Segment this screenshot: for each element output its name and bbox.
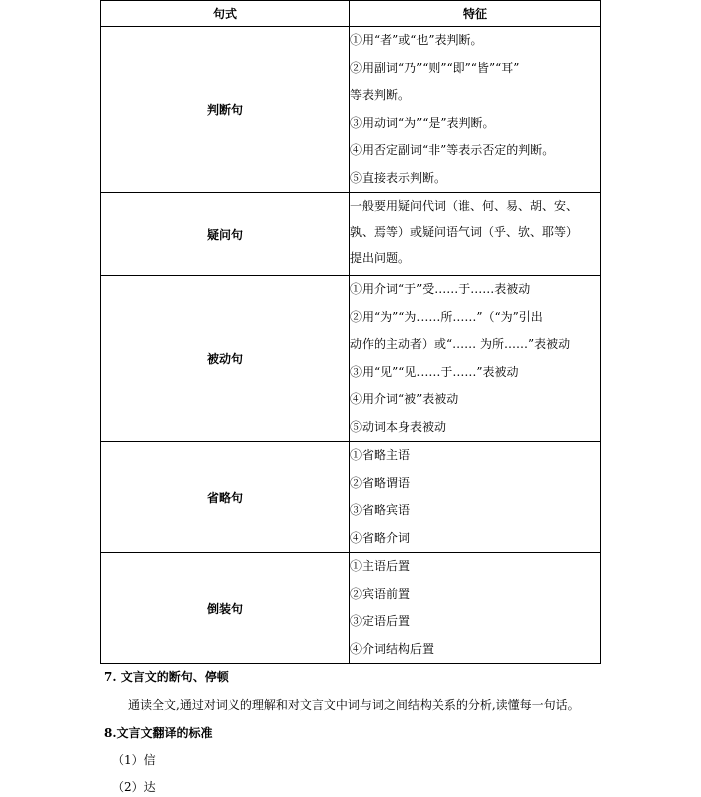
translation-standard-item: （2）达: [112, 780, 156, 794]
feature-line: ②用“为”“为……所……”（“为”引出: [350, 309, 543, 324]
feature-line: 一般要用疑问代词（谁、何、易、胡、安、: [350, 199, 579, 213]
table-row: [101, 553, 601, 664]
table-row: [101, 193, 601, 276]
row-type-passive: 被动句: [101, 276, 350, 442]
row-type-ellipsis: 省略句: [101, 442, 350, 553]
feature-line: ①省略主语: [350, 448, 411, 462]
feature-line: ③定语后置: [350, 614, 411, 628]
row-features-inversion: [350, 553, 601, 664]
feature-line: ④介词结构后置: [350, 641, 435, 656]
feature-line: ③用动词“为”“是”表判断。: [350, 115, 495, 130]
feature-line: ④省略介词: [350, 530, 411, 545]
section-8-heading: 8.文言文翻译的标准: [104, 726, 213, 740]
feature-line: ③省略宾语: [350, 503, 411, 517]
row-type-judgment: 判断句: [101, 27, 350, 193]
feature-line: 动作的主动者）或“…… 为所……”表被动: [350, 337, 571, 351]
feature-line: ③用“见”“见……于……”表被动: [350, 364, 519, 379]
feature-line: ①主语后置: [350, 559, 411, 573]
feature-line: 等表判断。: [350, 88, 411, 102]
translation-standard-item: （1）信: [112, 753, 156, 767]
row-features-ellipsis: [350, 442, 601, 553]
feature-line: ①用介词“于”受……于……表被动: [350, 282, 531, 296]
feature-line: 孰、焉等）或疑问语气词（乎、欤、耶等）: [350, 225, 579, 239]
feature-line: ④用介词“被”表被动: [350, 392, 459, 406]
feature-line: ①用“者”或“也”表判断。: [350, 33, 483, 47]
row-features-judgment: [350, 27, 601, 193]
header-features: 特征: [350, 1, 601, 27]
row-type-inversion: 倒装句: [101, 553, 350, 664]
header-sentence-type: 句式: [101, 1, 350, 27]
feature-line: ②宾语前置: [350, 586, 411, 601]
table-row: [101, 276, 601, 442]
feature-line: ⑤动词本身表被动: [350, 419, 447, 434]
feature-line: ⑤直接表示判断。: [350, 170, 447, 185]
row-features-passive: [350, 276, 601, 442]
section-7-heading: 7. 文言文的断句、停顿: [104, 670, 229, 684]
table-row: [101, 442, 601, 553]
row-features-question: [350, 193, 601, 276]
feature-line: ④用否定副词“非”等表示否定的判断。: [350, 143, 555, 157]
feature-line: 提出问题。: [350, 251, 411, 265]
row-type-question: 疑问句: [101, 193, 350, 276]
table-row: [101, 27, 601, 193]
table-header-row: [101, 1, 601, 27]
section-7-body: 通读全文,通过对词义的理解和对文言文中词与词之间结构关系的分析,读懂每一句话。: [128, 698, 580, 712]
sentence-pattern-table: [100, 0, 601, 664]
feature-line: ②省略谓语: [350, 475, 411, 490]
feature-line: ②用副词“乃”“则”“即”“皆”“耳”: [350, 60, 520, 75]
